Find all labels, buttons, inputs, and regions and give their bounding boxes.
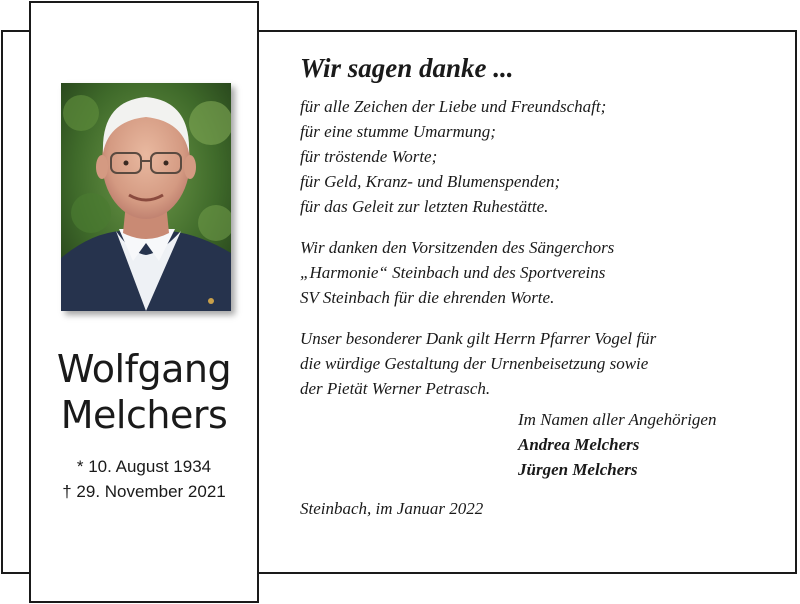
signature-block [518,407,780,482]
thanks-heading: Wir sagen danke ... [300,53,514,83]
thanks-list [300,94,780,219]
death-date: † 29. November 2021 [62,482,226,501]
thanks-line: für tröstende Worte; [300,147,438,166]
signature-name: Andrea Melchers [518,435,640,454]
club-thanks-line: „Harmonie“ Steinbach und des Sportvereins [300,263,606,282]
signature-intro: Im Namen aller Angehörigen [518,410,717,429]
thanks-line: für Geld, Kranz- und Blumenspenden; [300,172,561,191]
place-date: Steinbach, im Januar 2022 [300,499,484,518]
thanks-line: für eine stumme Umarmung; [300,122,496,141]
thanks-line: für das Geleit zur letzten Ruhestätte. [300,197,549,216]
portrait-panel [29,1,259,603]
signature-name: Jürgen Melchers [518,460,638,479]
special-thanks-line: der Pietät Werner Petrasch. [300,379,491,398]
special-thanks-line: die würdige Gestaltung der Urnenbeisetzung sowie [300,354,649,373]
club-thanks [300,235,780,310]
club-thanks-line: SV Steinbach für die ehrenden Worte. [300,288,555,307]
birth-date: * 10. August 1934 [76,457,212,476]
thanks-line: für alle Zeichen der Liebe und Freundschaft; [300,97,607,116]
deceased-first-name: Wolfgang [56,347,232,391]
deceased-last-name: Melchers [60,393,228,437]
special-thanks-line: Unser besonderer Dank gilt Herrn Pfarrer Vogel für [300,329,657,348]
club-thanks-line: Wir danken den Vorsitzenden des Sängerchors [300,238,615,257]
portrait-photo [61,83,231,311]
special-thanks [300,326,780,401]
thanks-text [300,48,780,521]
